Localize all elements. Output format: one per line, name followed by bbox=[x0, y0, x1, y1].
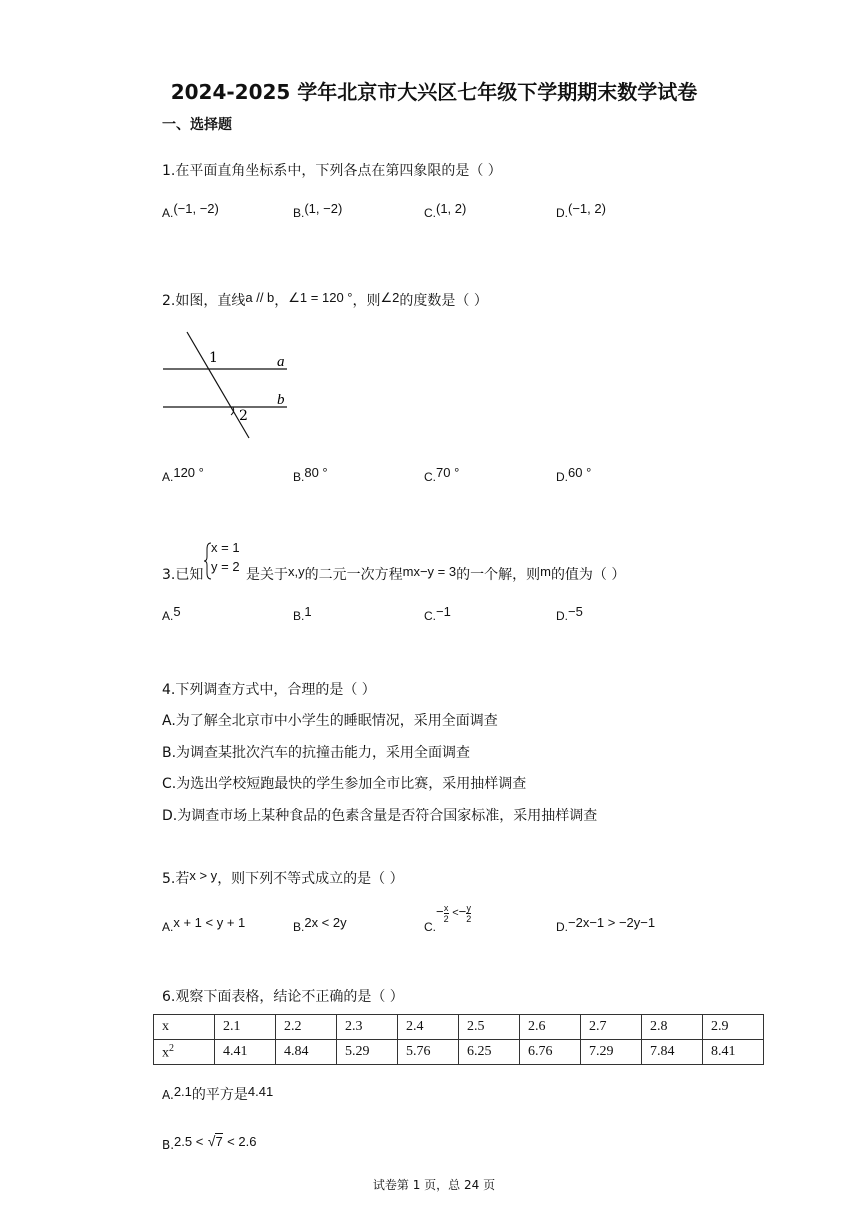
q3-option-b[interactable]: B.1 bbox=[293, 604, 312, 623]
q3-option-d[interactable]: D.−5 bbox=[556, 604, 583, 623]
table-cell: 2.6 bbox=[520, 1015, 581, 1040]
q3-option-a[interactable]: A.5 bbox=[162, 604, 181, 623]
table-cell: 2.7 bbox=[581, 1015, 642, 1040]
q4-option-b[interactable]: B.为调查某批次汽车的抗撞击能力，采用全面调查 bbox=[162, 745, 471, 761]
table-row bbox=[154, 1015, 764, 1040]
table-cell: 2.4 bbox=[398, 1015, 459, 1040]
q3-option-c[interactable]: C.−1 bbox=[424, 604, 451, 623]
q2-option-d[interactable]: D.60 ° bbox=[556, 465, 592, 484]
q5-option-d[interactable]: D.−2x−1 > −2y−1 bbox=[556, 915, 656, 934]
q6-option-a[interactable]: A.2.1的平方是4.41 bbox=[162, 1084, 274, 1103]
q1-option-c[interactable]: C.(1, 2) bbox=[424, 201, 467, 220]
page-title: 2024-2025 学年北京市大兴区七年级下学期期末数学试卷 bbox=[170, 80, 698, 104]
q2-option-a[interactable]: A.120 ° bbox=[162, 465, 204, 484]
table-cell: 2.8 bbox=[642, 1015, 703, 1040]
table-cell: x bbox=[154, 1015, 215, 1040]
q5-option-a[interactable]: A.x + 1 < y + 1 bbox=[162, 915, 246, 934]
question-3-stem-prefix: 3.已知 bbox=[162, 567, 204, 583]
question-5-stem: 5.若x > y，则下列不等式成立的是（ ） bbox=[162, 868, 404, 887]
table-cell: 6.76 bbox=[520, 1040, 581, 1065]
table-cell: 2.9 bbox=[703, 1015, 764, 1040]
sqrt-symbol: √7 bbox=[207, 1133, 223, 1149]
q4-option-c[interactable]: C.为选出学校短跑最快的学生参加全市比赛，采用抽样调查 bbox=[162, 776, 527, 792]
q1-option-a[interactable]: A.(−1, −2) bbox=[162, 201, 219, 220]
table-cell: 7.29 bbox=[581, 1040, 642, 1065]
squares-table bbox=[153, 1014, 764, 1065]
q5-option-b[interactable]: B.2x < 2y bbox=[293, 915, 347, 934]
table-cell: 2.3 bbox=[337, 1015, 398, 1040]
table-cell: 4.84 bbox=[276, 1040, 337, 1065]
q2-option-b[interactable]: B.80 ° bbox=[293, 465, 328, 484]
section-heading: 一、选择题 bbox=[162, 117, 232, 133]
table-cell: 5.76 bbox=[398, 1040, 459, 1065]
question-2-stem: 2.如图，直线a // b，∠1 = 120 °，则∠2的度数是（ ） bbox=[162, 290, 488, 309]
table-cell: 2.5 bbox=[459, 1015, 520, 1040]
table-cell: 5.29 bbox=[337, 1040, 398, 1065]
question-3-stem: 是关于x,y的二元一次方程mx−y = 3的一个解，则m的值为（ ） bbox=[246, 564, 626, 583]
question-1-stem: 1.在平面直角坐标系中，下列各点在第四象限的是（ ） bbox=[162, 163, 502, 179]
question-4-stem: 4.下列调查方式中，合理的是（ ） bbox=[162, 682, 376, 698]
fraction-y-over-2: $\frac{y}{2}$ bbox=[466, 903, 472, 924]
q2-option-c[interactable]: C.70 ° bbox=[424, 465, 460, 484]
table-cell: 4.41 bbox=[215, 1040, 276, 1065]
system-eq-1: x = 1 bbox=[211, 540, 240, 555]
q1-option-b[interactable]: B.(1, −2) bbox=[293, 201, 343, 220]
q6-option-b[interactable]: B.2.5 < √7 < 2.6 bbox=[162, 1133, 257, 1152]
table-cell: $x^2$ bbox=[154, 1040, 215, 1065]
line-b-label: b bbox=[277, 392, 285, 408]
question-6-stem: 6.观察下面表格，结论不正确的是（ ） bbox=[162, 989, 404, 1005]
q1-option-d[interactable]: D.(−1, 2) bbox=[556, 201, 606, 220]
table-cell: 2.2 bbox=[276, 1015, 337, 1040]
parallel-lines-figure bbox=[155, 326, 300, 444]
angle-1-label: 1 bbox=[209, 350, 218, 366]
system-eq-2: y = 2 bbox=[211, 559, 240, 574]
fraction-x-over-2: $\frac{x}{2}$ bbox=[443, 903, 449, 924]
table-row bbox=[154, 1040, 764, 1065]
q4-option-a[interactable]: A.为了解全北京市中小学生的睡眠情况，采用全面调查 bbox=[162, 713, 498, 729]
q4-option-d[interactable]: D.为调查市场上某种食品的色素含量是否符合国家标准，采用抽样调查 bbox=[162, 808, 598, 824]
table-cell: 8.41 bbox=[703, 1040, 764, 1065]
table-cell: 6.25 bbox=[459, 1040, 520, 1065]
table-cell: 2.1 bbox=[215, 1015, 276, 1040]
angle-2-label: 2 bbox=[239, 408, 248, 424]
page-footer: 试卷第 1 页，总 24 页 bbox=[372, 1178, 496, 1192]
q5-option-c[interactable]: C.− $\frac{x}{2}$ <− $\frac{y}{2}$ bbox=[424, 903, 472, 934]
line-a-label: a bbox=[277, 354, 285, 370]
table-cell: 7.84 bbox=[642, 1040, 703, 1065]
